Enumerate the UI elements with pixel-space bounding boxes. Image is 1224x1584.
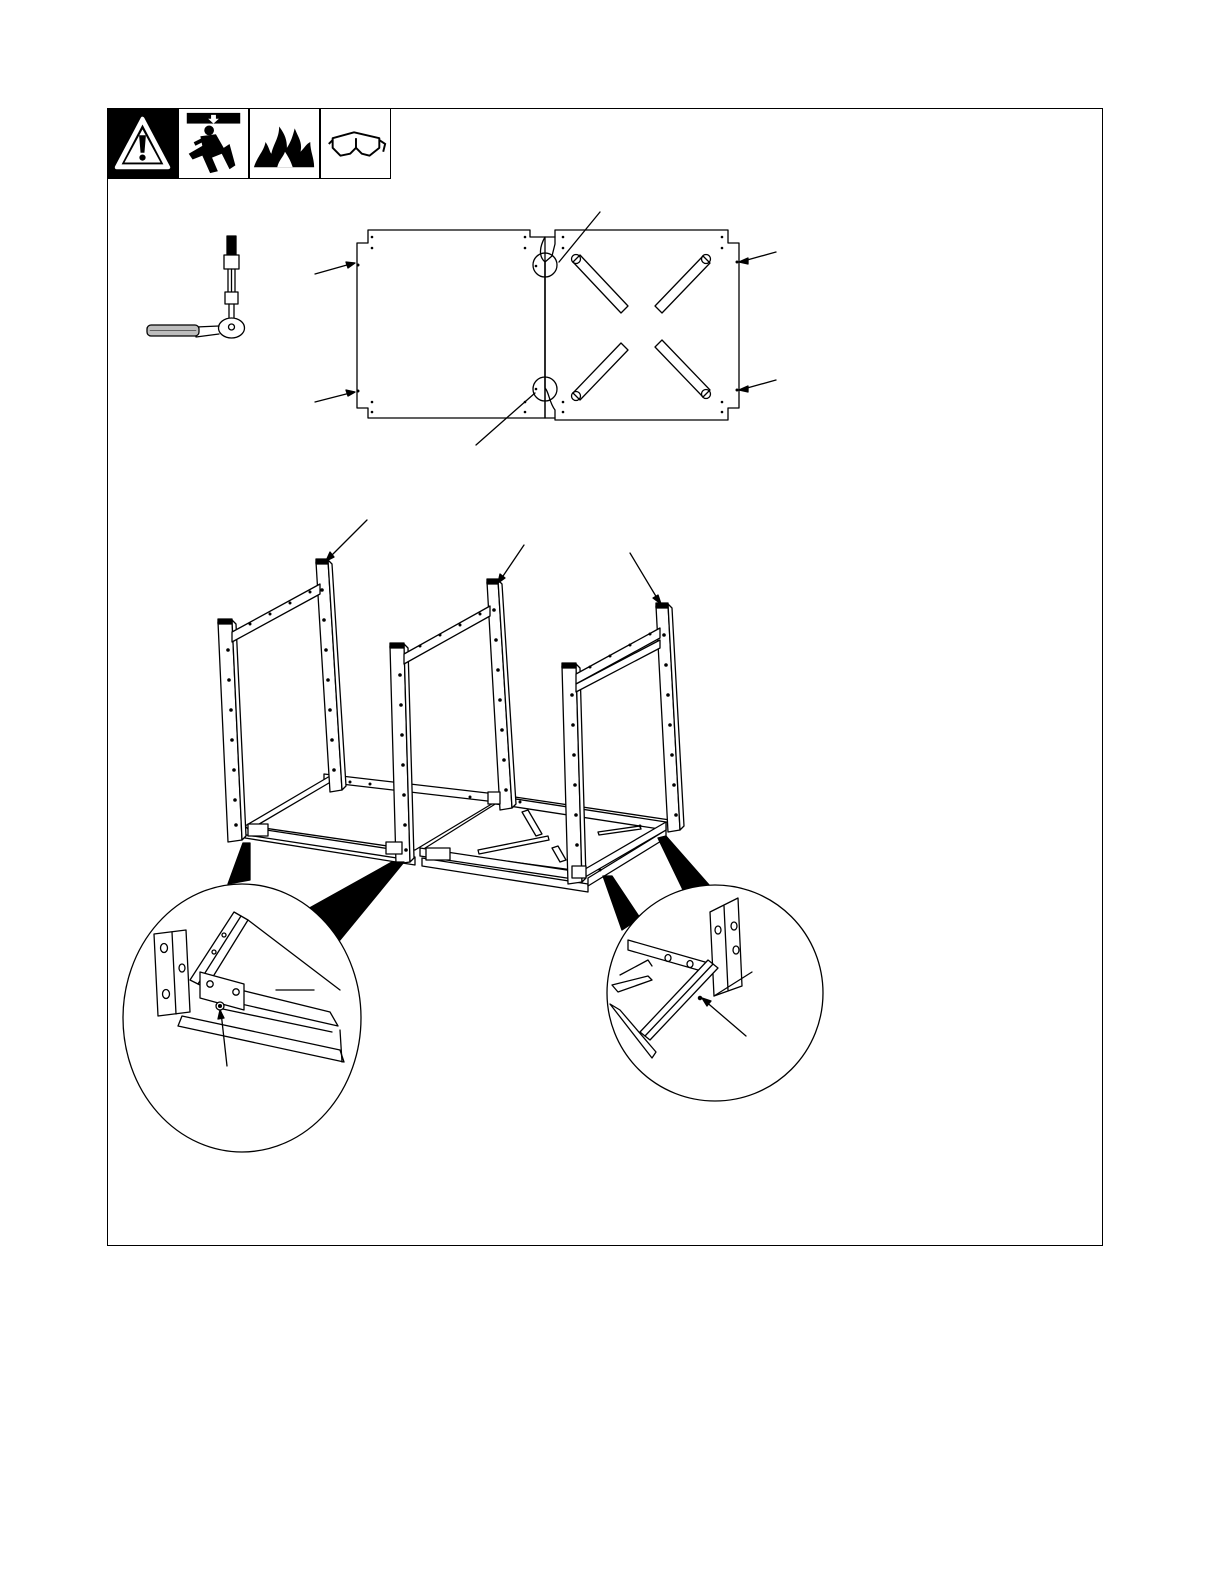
base-panels-top-view xyxy=(315,212,776,445)
frame-assembly xyxy=(218,520,710,940)
panel-stiffener xyxy=(572,255,711,401)
right-corner-detail xyxy=(607,885,823,1101)
left-corner-detail xyxy=(123,884,361,1152)
ratchet-wrench-icon xyxy=(147,236,245,338)
